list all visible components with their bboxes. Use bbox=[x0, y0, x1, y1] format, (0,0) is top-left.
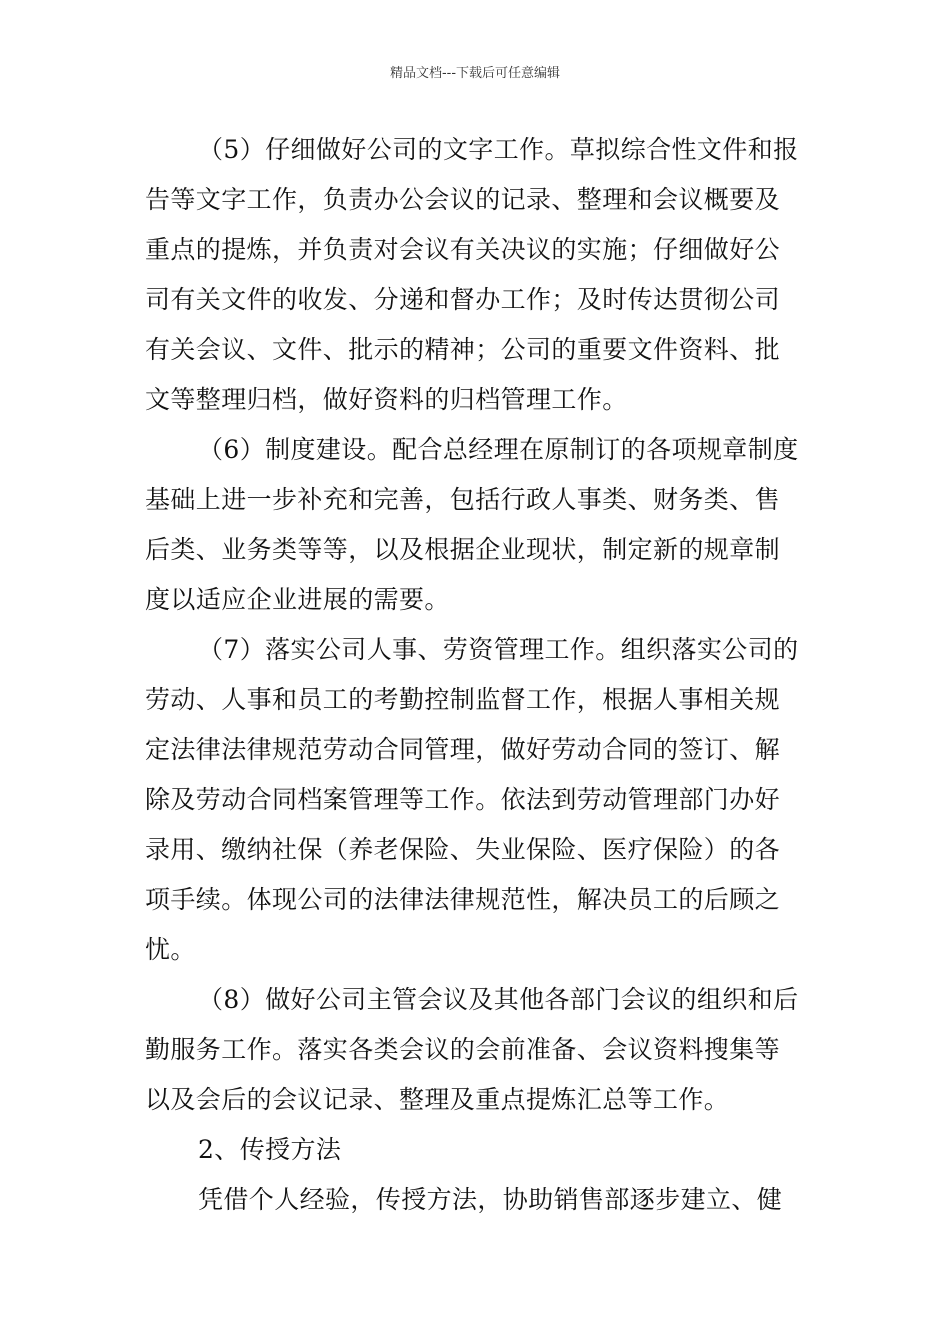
paragraph-7-line-7: 忧。 bbox=[145, 935, 196, 964]
paragraph-6-line-1: （6）制度建设。配合总经理在原制订的各项规章制度 bbox=[198, 435, 799, 464]
paragraph-5-line-6: 文等整理归档，做好资料的归档管理工作。 bbox=[145, 385, 628, 414]
paragraph-5-line-3: 重点的提炼，并负责对会议有关决议的实施；仔细做好公 bbox=[145, 235, 781, 264]
paragraph-5-line-4: 司有关文件的收发、分递和督办工作；及时传达贯彻公司 bbox=[145, 285, 781, 314]
paragraph-5-line-5: 有关会议、文件、批示的精神；公司的重要文件资料、批 bbox=[145, 335, 781, 364]
paragraph-7-line-5: 录用、缴纳社保（养老保险、失业保险、医疗保险）的各 bbox=[145, 835, 781, 864]
paragraph-8-line-1: （8）做好公司主管会议及其他各部门会议的组织和后 bbox=[198, 985, 799, 1014]
paragraph-7-line-4: 除及劳动合同档案管理等工作。依法到劳动管理部门办好 bbox=[145, 785, 781, 814]
paragraph-7-line-6: 项手续。体现公司的法律法律规范性，解决员工的后顾之 bbox=[145, 885, 781, 914]
paragraph-5-line-1: （5）仔细做好公司的文字工作。草拟综合性文件和报 bbox=[198, 135, 799, 164]
paragraph-6-line-3: 后类、业务类等等，以及根据企业现状，制定新的规章制 bbox=[145, 535, 781, 564]
paragraph-5-line-2: 告等文字工作，负责办公会议的记录、整理和会议概要及 bbox=[145, 185, 781, 214]
paragraph-8-line-2: 勤服务工作。落实各类会议的会前准备、会议资料搜集等 bbox=[145, 1035, 781, 1064]
section-2-paragraph-line-1: 凭借个人经验，传授方法，协助销售部逐步建立、健 bbox=[198, 1185, 783, 1214]
paragraph-7-line-2: 劳动、人事和员工的考勤控制监督工作，根据人事相关规 bbox=[145, 685, 781, 714]
section-heading-2: 2、传授方法 bbox=[198, 1135, 342, 1164]
paragraph-6-line-2: 基础上进一步补充和完善，包括行政人事类、财务类、售 bbox=[145, 485, 781, 514]
paragraph-6-line-4: 度以适应企业进展的需要。 bbox=[145, 585, 450, 614]
paragraph-7-line-3: 定法律法律规范劳动合同管理，做好劳动合同的签订、解 bbox=[145, 735, 781, 764]
paragraph-8-line-3: 以及会后的会议记录、整理及重点提炼汇总等工作。 bbox=[145, 1085, 730, 1114]
paragraph-7-line-1: （7）落实公司人事、劳资管理工作。组织落实公司的 bbox=[198, 635, 799, 664]
page-header-note: 精品文档---下载后可任意编辑 bbox=[389, 66, 561, 81]
document-body bbox=[145, 125, 810, 1225]
